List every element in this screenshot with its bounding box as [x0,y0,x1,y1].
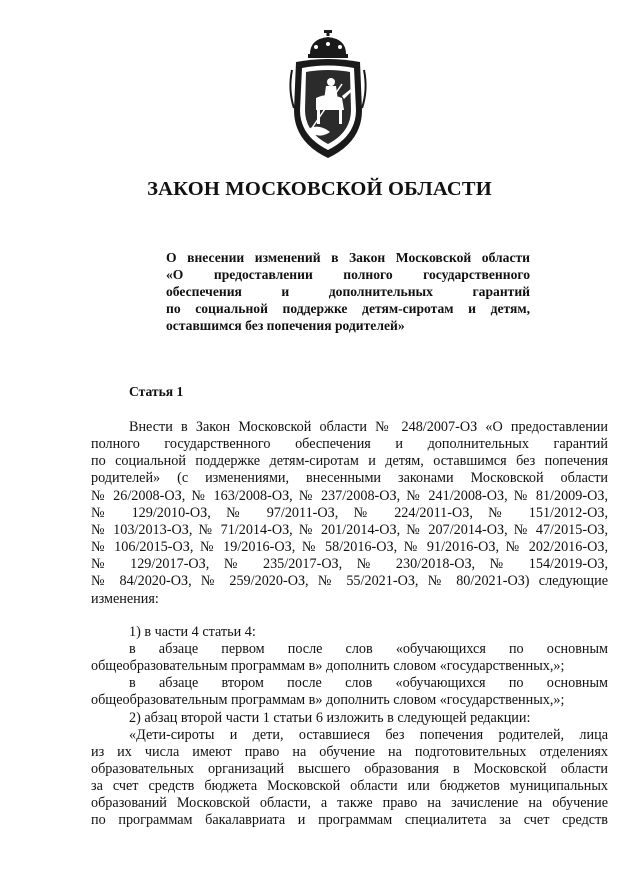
crown-icon [308,30,348,58]
coat-of-arms-emblem [286,30,370,160]
body-line: по социальной поддержке детям-сиротам и детям, оставшимся без попечения [91,453,608,470]
body-line: родителей» (с изменениями, внесенными законами Московской области [91,470,608,487]
body-line: Внести в Закон Московской области № 248/2007-ОЗ «О предоставлении [129,419,608,435]
item-1-b-line: в абзаце втором после слов «обучающихся по основным [129,675,608,692]
quote-line: «Дети-сироты и дети, оставшиеся без попечения родителей, лица [129,726,608,743]
body-line: № 129/2010-ОЗ, № 97/2011-ОЗ, № 224/2011-ОЗ, № 151/2012-ОЗ, [91,504,608,521]
subtitle-line: обеспечения и дополнительных гарантий [166,283,530,299]
item-1-a-line: в абзаце первом после слов «обучающихся по основным [129,640,608,657]
quote-line: образований Московской области, а также право на зачисление на обучение [91,795,608,812]
body-line: № 84/2020-ОЗ, № 259/2020-ОЗ, № 55/2021-ОЗ, № 80/2021-ОЗ) следующие [91,573,608,590]
subtitle-line: оставшимся без попечения родителей» [166,317,405,333]
article-heading: Статья 1 [129,384,184,399]
body-line: № 129/2017-ОЗ, № 235/2017-ОЗ, № 230/2018-ОЗ, № 154/2019-ОЗ, [91,556,608,573]
subtitle-line: О внесении изменений в Закон Московской области [166,250,530,265]
body-line: полного государственного обеспечения и дополнительных гарантий [91,436,608,453]
subtitle-line: «О предоставлении полного государственного [166,266,530,282]
quote-line: из их числа имеют право на обучение на подготовительных отделениях [91,743,608,760]
quote-line: по программам бакалавриата и программам специалитета за счет средств [91,812,608,829]
item-1-heading: 1) в части 4 статьи 4: [129,623,256,640]
law-subtitle [166,250,530,335]
body-line: № 26/2008-ОЗ, № 163/2008-ОЗ, № 237/2008-ОЗ, № 241/2008-ОЗ, № 81/2009-ОЗ, [91,487,608,504]
subtitle-line: по социальной поддержке детям-сиротам и детям, [166,300,530,316]
article-body [91,419,608,830]
body-line: изменения: [91,590,159,607]
law-title: ЗАКОН МОСКОВСКОЙ ОБЛАСТИ [147,178,492,200]
item-2-heading: 2) абзац второй части 1 статьи 6 изложить в следующей редакции: [129,709,531,726]
quote-line: образовательных организаций высшего образования в Московской области [91,760,608,777]
item-1-b-line: общеобразовательным программам в» дополнить словом «государственных,»; [91,692,565,709]
body-line: № 103/2013-ОЗ, № 71/2014-ОЗ, № 201/2014-ОЗ, № 207/2014-ОЗ, № 47/2015-ОЗ, [91,521,608,538]
quote-line: за счет средств бюджета Московской области или бюджетов муниципальных [91,778,608,795]
body-line: № 106/2015-ОЗ, № 19/2016-ОЗ, № 58/2016-ОЗ, № 91/2016-ОЗ, № 202/2016-ОЗ, [91,539,608,556]
item-1-a-line: общеобразовательным программам в» дополнить словом «государственных,»; [91,658,565,675]
